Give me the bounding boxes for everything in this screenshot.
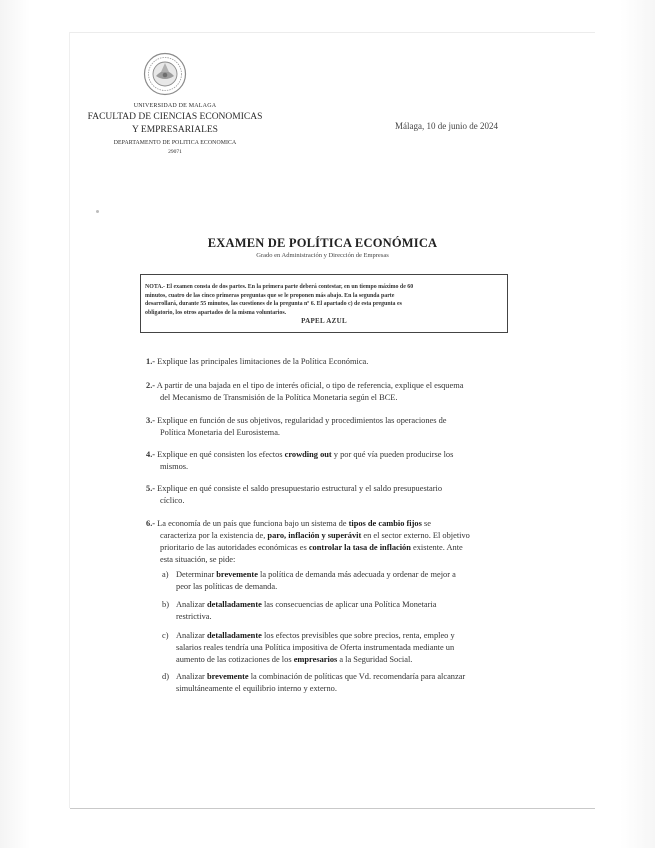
subquestion-letter: c) bbox=[162, 631, 169, 640]
emphasis-term: brevemente bbox=[216, 570, 258, 579]
question-text: Explique en qué consisten los efectos bbox=[155, 450, 285, 459]
subquestion-c bbox=[162, 630, 518, 666]
question-number: 5.- bbox=[146, 484, 156, 493]
note-line: minutos, cuatro de las cinco primeras preguntas que se le proponen más abajo. En la segunda parte bbox=[145, 292, 395, 299]
question-text: Explique las principales limitaciones de la Política Económica. bbox=[155, 357, 369, 366]
subquestion-text: aumento de las cotizaciones de los bbox=[176, 655, 294, 664]
subquestion-a bbox=[162, 569, 518, 593]
subquestion-text: restrictiva. bbox=[176, 612, 212, 621]
subquestion-text: la política de demanda más adecuada y ordenar de mejor a bbox=[257, 570, 456, 579]
paper-color-label: PAPEL AZUL bbox=[301, 316, 347, 325]
question-2 bbox=[146, 380, 516, 404]
subquestion-text: simultáneamente el equilibrio interno y externo. bbox=[176, 684, 337, 693]
question-text: mismos. bbox=[160, 462, 189, 471]
subquestion-text: Analizar bbox=[176, 672, 207, 681]
question-text: Política Monetaria del Eurosistema. bbox=[160, 428, 281, 437]
page-edge-left bbox=[69, 32, 70, 808]
question-text: y por qué vía pueden producirse los bbox=[331, 450, 454, 459]
department-name: DEPARTAMENTO DE POLITICA ECONOMICA bbox=[113, 140, 237, 146]
subquestion-letter: b) bbox=[162, 600, 169, 609]
faculty-name-line2: Y EMPRESARIALES bbox=[132, 125, 218, 135]
note-line: obligatorio, los otros apartados de la misma voluntarios. bbox=[145, 309, 287, 316]
question-text: prioritario de las autoridades económicas es bbox=[160, 543, 309, 552]
subquestion-d bbox=[162, 671, 518, 695]
question-1 bbox=[146, 356, 516, 368]
question-text: A partir de una bajada en el tipo de interés oficial, o tipo de referencia, explique el esquema bbox=[155, 381, 464, 390]
question-text: se bbox=[421, 519, 431, 528]
university-seal-icon bbox=[143, 52, 187, 96]
subquestion-text: a la Seguridad Social. bbox=[337, 655, 413, 664]
question-number: 6.- bbox=[146, 519, 156, 528]
question-number: 2.- bbox=[146, 381, 156, 390]
question-6 bbox=[146, 518, 516, 566]
exam-subtitle: Grado en Administración y Dirección de Empresas bbox=[256, 252, 389, 259]
subquestion-text: salarios reales tendría una Política impositiva de Oferta instrumentada mediante un bbox=[176, 643, 455, 652]
exam-date: Málaga, 10 de junio de 2024 bbox=[395, 121, 498, 131]
subquestion-letter: a) bbox=[162, 570, 169, 579]
emphasis-term: tipos de cambio fijos bbox=[348, 519, 422, 528]
subquestion-text: Determinar bbox=[176, 570, 217, 579]
postal-code: 29071 bbox=[168, 149, 182, 155]
emphasis-term: detalladamente bbox=[206, 631, 262, 640]
subquestion-letter: d) bbox=[162, 672, 169, 681]
emphasis-term: controlar la tasa de inflación bbox=[308, 543, 411, 552]
subquestion-text: Analizar bbox=[176, 631, 207, 640]
question-text: Explique en función de sus objetivos, regularidad y procedimientos las operaciones de bbox=[155, 416, 447, 425]
question-5 bbox=[146, 483, 516, 507]
question-text: La economía de un país que funciona bajo un sistema de bbox=[155, 519, 349, 528]
faculty-name-line1: FACULTAD DE CIENCIAS ECONOMICAS bbox=[87, 112, 263, 122]
question-text: cíclico. bbox=[160, 496, 185, 505]
subquestion-text: los efectos previsibles que sobre precios, renta, empleo y bbox=[261, 631, 455, 640]
emphasis-term: crowding out bbox=[284, 450, 332, 459]
emphasis-term: paro, inflación y superávit bbox=[267, 531, 362, 540]
exam-title: EXAMEN DE POLÍTICA ECONÓMICA bbox=[207, 236, 438, 250]
instructions-note-box bbox=[140, 274, 508, 333]
emphasis-term: detalladamente bbox=[206, 600, 262, 609]
emphasis-term: brevemente bbox=[206, 672, 249, 681]
question-text: en el sector externo. El objetivo bbox=[361, 531, 470, 540]
page-edge-bottom bbox=[70, 808, 595, 809]
question-number: 1.- bbox=[146, 357, 156, 366]
subquestion-b bbox=[162, 599, 518, 623]
subquestion-text: las consecuencias de aplicar una Política Monetaria bbox=[261, 600, 437, 609]
question-number: 4.- bbox=[146, 450, 156, 459]
emphasis-term: empresarios bbox=[293, 655, 338, 664]
question-text: existente. Ante bbox=[410, 543, 463, 552]
page-edge-top bbox=[70, 32, 595, 33]
question-number: 3.- bbox=[146, 416, 156, 425]
question-text: esta situación, se pide: bbox=[160, 555, 236, 564]
question-3 bbox=[146, 415, 516, 439]
subquestion-text: la combinación de políticas que Vd. recomendaría para alcanzar bbox=[248, 672, 466, 681]
question-4 bbox=[146, 449, 516, 473]
note-line: NOTA.- El examen consta de dos partes. En la primera parte deberá contestar, en un tiempo máximo de 60 bbox=[145, 284, 414, 290]
question-text: Explique en qué consiste el saldo presupuestario estructural y el saldo presupuestario bbox=[155, 484, 443, 493]
university-name: UNIVERSIDAD DE MALAGA bbox=[133, 103, 217, 109]
question-text: del Mecanismo de Transmisión de la Política Monetaria según el BCE. bbox=[160, 393, 398, 402]
subquestion-text: Analizar bbox=[176, 600, 207, 609]
note-line: desarrollará, durante 55 minutos, las cuestiones de la pregunta nº 6. El apartado c) de esta pregunta es bbox=[145, 301, 402, 308]
subquestion-text: peor las políticas de demanda. bbox=[176, 582, 278, 591]
page-dot-mark bbox=[96, 210, 99, 213]
question-text: caracteriza por la existencia de, bbox=[160, 531, 268, 540]
